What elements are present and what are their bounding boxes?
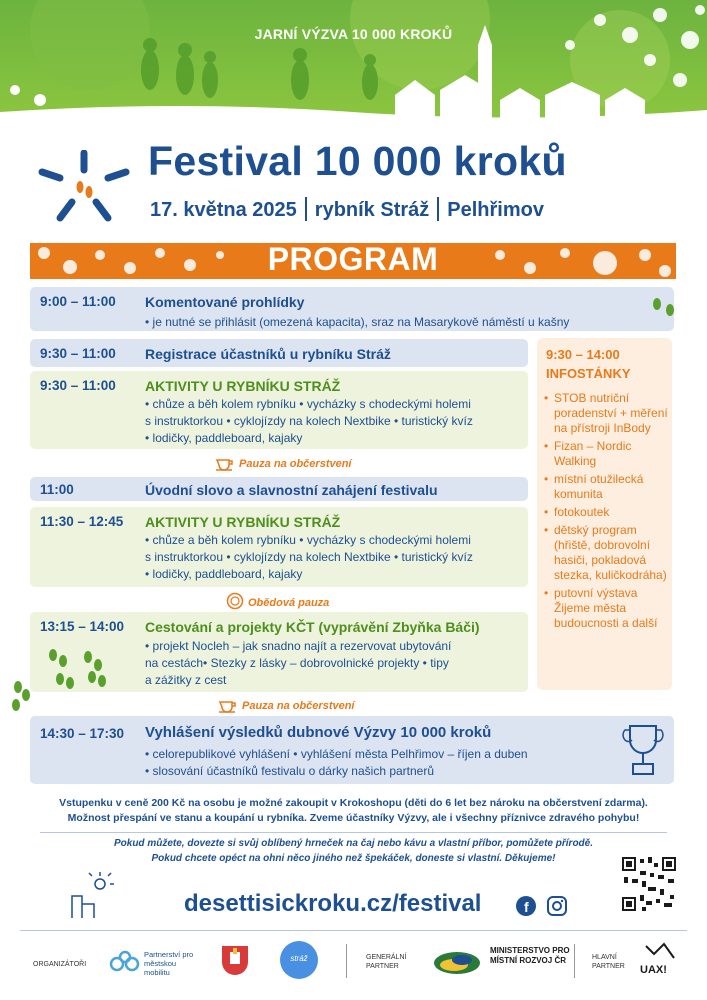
schedule-time: 14:30 – 17:30: [40, 726, 125, 741]
festival-place: rybník Stráž: [314, 199, 430, 221]
list-item: • fotokoutek: [542, 505, 670, 520]
program-heading: PROGRAM: [267, 241, 439, 277]
pelhrimov-coat-of-arms-icon: [220, 944, 250, 976]
footprints-icon: [8, 645, 108, 715]
schedule-event: Vyhlášení výsledků dubnové Výzvy 10 000 kroků: [145, 724, 492, 741]
ticket-note: [0, 796, 707, 826]
website-link[interactable]: desettisickroku.cz/festival: [184, 890, 482, 917]
note-line: Pokud chcete opéct na ohni něco jiného než špekáček, doneste si vlastní. Děkujeme!: [151, 853, 556, 864]
divider: [574, 944, 575, 978]
eco-note: [0, 836, 707, 866]
divider: [20, 930, 687, 931]
challenge-heading: JARNÍ VÝZVA 10 000 KROKŮ: [254, 26, 453, 42]
note-line: Možnost přespání ve stanu a koupání u rybníka. Zveme účastníky Výzvy, ale i všechny příznivce zdravého pohybu!: [67, 812, 640, 824]
list-item: • STOB nutriční poradenství + měření na přístroji InBody: [542, 391, 670, 436]
detail-line: • lodičky, paddleboard, kajaky: [145, 431, 303, 445]
list-item: • putovní výstava Žijeme města budoucnosti a další: [542, 586, 670, 631]
facebook-icon[interactable]: [515, 895, 537, 917]
detail-line: s instruktorkou • cyklojízdy na kolech Nextbike • turistický kvíz: [145, 414, 473, 428]
uax-logo-icon: [640, 942, 680, 966]
main-partner-label: HLAVNÍ PARTNER: [592, 954, 625, 970]
detail-line: • chůze a běh kolem rybníku • vycházky s chodeckými holemi: [145, 533, 471, 547]
qr-code[interactable]: [620, 855, 678, 913]
festival-date: 17. května 2025: [150, 199, 297, 221]
header-illustration: [0, 0, 707, 140]
schedule-details: [145, 396, 473, 447]
schedule-details: [145, 638, 451, 689]
general-partner-label: GENERÁLNÍ PARTNER: [366, 954, 407, 970]
divider: [346, 944, 347, 978]
detail-line: • chůze a běh kolem rybníku • vycházky s chodeckými holemi: [145, 397, 471, 411]
sun-building-icon: [68, 870, 120, 920]
partnership-logo-icon: [108, 950, 142, 976]
organizers-label: ORGANIZÁTOŘI: [33, 961, 87, 968]
detail-line: • projekt Nocleh – jak snadno najít a rezervovat ubytování: [145, 639, 452, 653]
schedule-time: 9:00 – 11:00: [40, 294, 116, 309]
trophy-icon: [622, 722, 664, 780]
detail-line: • je nutné se přihlásit (omezená kapacita), sraz na Masarykově náměstí u kašny: [145, 315, 570, 329]
straz-label: stráž: [290, 954, 308, 963]
infostand-title: INFOSTÁNKY: [546, 366, 631, 381]
schedule-details: [145, 746, 528, 780]
footprints-icon: [650, 296, 680, 320]
schedule-time: 9:30 – 11:00: [40, 346, 116, 361]
detail-line: • slosování účastníků festivalu o dárky našich partnerů: [145, 764, 435, 778]
schedule-event: Komentované prohlídky: [145, 294, 305, 310]
plate-icon: [226, 592, 244, 610]
detail-line: s instruktorkou • cyklojízdy na kolech Nextbike • turistický kvíz: [145, 550, 473, 564]
instagram-icon[interactable]: [546, 895, 568, 917]
schedule-time: 13:15 – 14:00: [40, 619, 125, 634]
festival-logo-icon: [34, 150, 134, 225]
schedule-event: Cestování a projekty KČT (vyprávění Zbyňka Báči): [145, 619, 480, 635]
coffee-cup-icon: [218, 697, 238, 713]
list-item: • dětský program (hřiště, dobrovolní hasiči, pokladová stezka, kuličkodráha): [542, 523, 670, 583]
list-item: • místní otužilecká komunita: [542, 472, 670, 502]
schedule-event: AKTIVITY U RYBNÍKU STRÁŽ: [145, 514, 341, 530]
detail-line: na cestách• Stezky z lásky – dobrovolnické projekty • tipy: [145, 656, 449, 670]
festival-title: Festival 10 000 kroků: [148, 138, 567, 184]
list-item: • Fizan – Nordic Walking: [542, 439, 670, 469]
svg-text:f: f: [524, 899, 529, 915]
festival-subtitle: [150, 197, 544, 222]
uax-label: UAX!: [640, 964, 667, 976]
pause-refreshment: [218, 697, 355, 713]
schedule-time: 11:00: [40, 482, 74, 497]
divider: [40, 832, 667, 833]
coffee-cup-icon: [215, 455, 235, 471]
infostand-list: [542, 391, 670, 634]
schedule-details: [145, 314, 569, 331]
note-line: Vstupenku v ceně 200 Kč na osobu je možné zakoupit v Krokoshopu (děti do 6 let bez nároku na občerstvení zdarma).: [59, 797, 648, 809]
partnership-label: Partnerství pro městskou mobilitu: [144, 950, 194, 977]
schedule-details: [145, 532, 473, 583]
detail-line: • lodičky, paddleboard, kajaky: [145, 567, 303, 581]
schedule-event: AKTIVITY U RYBNÍKU STRÁŽ: [145, 378, 341, 394]
pause-label: Pauza na občerstvení: [242, 700, 355, 712]
infostand-time: 9:30 – 14:00: [546, 347, 620, 362]
detail-line: • celorepublikové vyhlášení • vyhlášení města Pelhřimov – říjen a duben: [145, 747, 528, 761]
schedule-event: Registrace účastníků u rybníku Stráž: [145, 346, 391, 362]
ministry-logo-icon: [432, 950, 482, 976]
pause-refreshment: [215, 455, 352, 471]
pause-label: Obědová pauza: [248, 597, 330, 609]
pause-label: Pauza na občerstvení: [239, 458, 352, 470]
festival-town: Pelhřimov: [447, 199, 544, 221]
schedule-event: Úvodní slovo a slavnostní zahájení festivalu: [145, 482, 438, 498]
schedule-time: 9:30 – 11:00: [40, 378, 116, 393]
ministry-label: MINISTERSTVO PRO MÍSTNÍ ROZVOJ ČR: [490, 946, 570, 965]
pause-lunch: [226, 592, 329, 610]
note-line: Pokud můžete, dovezte si svůj oblíbený hrneček na čaj nebo kávu a vlastní příbor, pomůžete přírodě.: [113, 838, 593, 849]
schedule-time: 11:30 – 12:45: [40, 514, 124, 529]
detail-line: a zážitky z cest: [145, 673, 227, 687]
